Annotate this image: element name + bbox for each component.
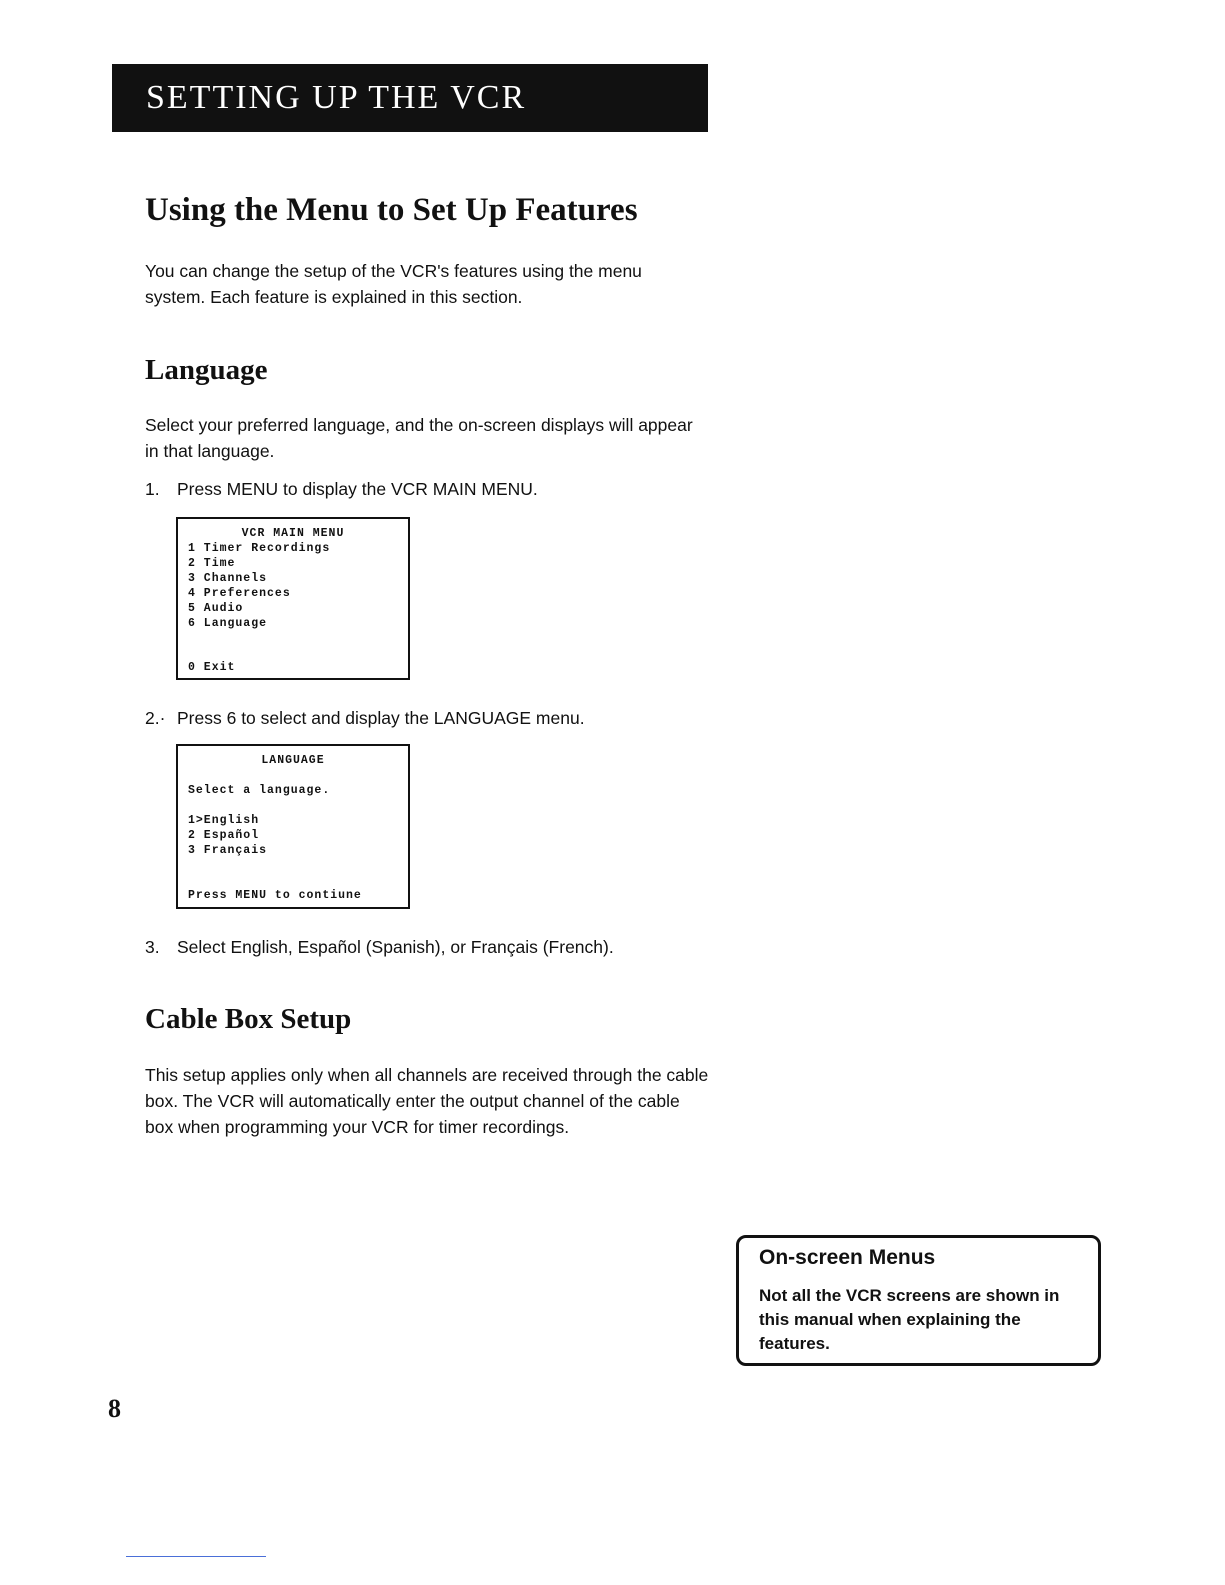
menu-item: 5 Audio [188, 602, 244, 615]
language-heading: Language [145, 354, 268, 386]
language-option: 2 Español [188, 829, 260, 842]
menu-item: 4 Preferences [188, 587, 291, 600]
language-option: 3 Français [188, 844, 268, 857]
note-heading: On-screen Menus [759, 1246, 936, 1269]
intro-paragraph: You can change the setup of the VCR's features using the menu system. Each feature is explained in this section. [145, 261, 642, 307]
language-intro: Select your preferred language, and the on-screen displays will appear in that language. [145, 415, 693, 461]
screen-title: VCR MAIN MENU [241, 527, 345, 540]
menu-item: 3 Channels [188, 572, 268, 585]
menu-item: 1 Timer Recordings [188, 542, 331, 555]
step-text: Press MENU to display the VCR MAIN MENU. [177, 479, 538, 499]
step-3 [145, 934, 705, 960]
step-text: Select English, Español (Spanish), or Français (French). [177, 937, 614, 957]
cable-box-heading: Cable Box Setup [145, 1003, 352, 1035]
menu-item: 6 Language [188, 617, 268, 630]
vcr-main-menu-screen [176, 517, 410, 680]
menu-exit: 0 Exit [188, 661, 236, 674]
step-2 [145, 705, 705, 731]
note-body: Not all the VCR screens are shown in this manual when explaining the features. [759, 1286, 1060, 1353]
cable-box-paragraph: This setup applies only when all channels are received through the cable box. The VCR will automatically enter the output channel of the cable box when programming your VCR for timer recordings. [145, 1065, 709, 1137]
screen-footer: Press MENU to contiune [188, 889, 362, 902]
step-number: 3. [145, 937, 160, 957]
step-number: 1. [145, 479, 160, 499]
screen-prompt: Select a language. [188, 784, 331, 797]
step-number: 2.· [145, 708, 166, 728]
section-banner: SETTING UP THE VCR [112, 64, 708, 132]
step-text: Press 6 to select and display the LANGUAGE menu. [177, 708, 585, 728]
step-1 [145, 476, 705, 502]
screen-title: LANGUAGE [261, 754, 325, 767]
footer-rule [126, 1556, 266, 1557]
page-number: 8 [108, 1394, 121, 1423]
on-screen-menus-note [736, 1235, 1101, 1366]
language-option: 1>English [188, 814, 260, 827]
menu-item: 2 Time [188, 557, 236, 570]
page-heading: Using the Menu to Set Up Features [145, 192, 638, 228]
language-menu-screen [176, 744, 410, 909]
